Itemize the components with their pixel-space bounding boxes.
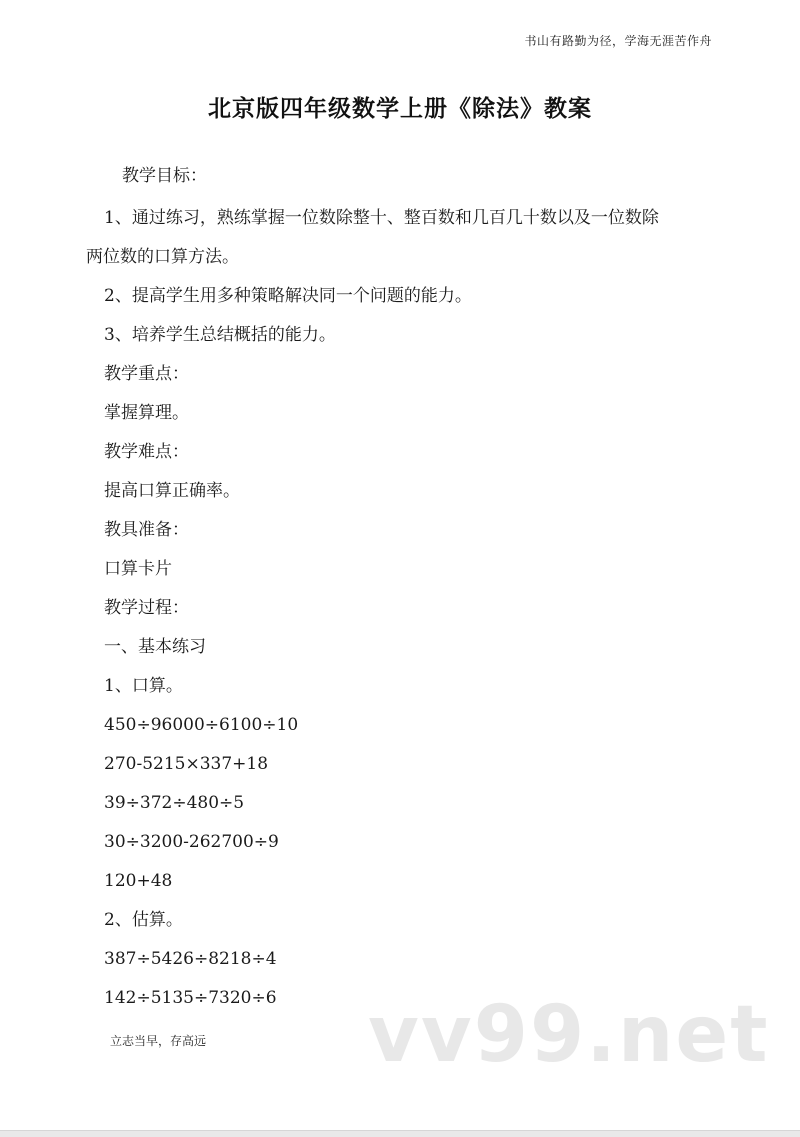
text-line-materials-heading: 教具准备： — [104, 520, 189, 540]
text-line-oral-calc-2: 270-5215×337+18 — [104, 754, 269, 774]
text-line-teaching-objectives: 教学目标： — [122, 166, 207, 186]
text-line-estimate-1: 387÷5426÷8218÷4 — [104, 949, 277, 969]
text-line-oral-calc-4: 30÷3200-262700÷9 — [104, 832, 279, 852]
footer-quote: 立志当早，存高远 — [110, 1034, 207, 1048]
header-quote: 书山有路勤为径，学海无涯苦作舟 — [524, 34, 712, 48]
text-line-oral-calc-heading: 1、口算。 — [104, 676, 183, 696]
page-bottom-edge — [0, 1130, 800, 1137]
text-line-oral-calc-5: 120+48 — [104, 871, 173, 891]
watermark: vv99.net — [368, 990, 770, 1080]
text-line-oral-calc-1: 450÷96000÷6100÷10 — [104, 715, 299, 735]
text-line-difficulties-heading: 教学难点： — [104, 442, 189, 462]
text-line-objective-1: 1、通过练习，熟练掌握一位数除整十、整百数和几百几十数以及一位数除 — [104, 208, 659, 228]
text-line-estimate-heading: 2、估算。 — [104, 910, 183, 930]
text-line-estimate-2: 142÷5135÷7320÷6 — [104, 988, 277, 1008]
text-line-section-1: 一、基本练习 — [104, 637, 206, 657]
text-line-key-points-heading: 教学重点： — [104, 364, 189, 384]
text-line-process-heading: 教学过程： — [104, 598, 189, 618]
text-line-objective-3: 3、培养学生总结概括的能力。 — [104, 325, 336, 345]
document-title: 北京版四年级数学上册《除法》教案 — [208, 96, 592, 122]
text-line-key-points: 掌握算理。 — [104, 403, 189, 423]
text-line-objective-2: 2、提高学生用多种策略解决同一个问题的能力。 — [104, 286, 472, 306]
text-line-objective-1-cont: 两位数的口算方法。 — [86, 247, 239, 267]
text-line-difficulties: 提高口算正确率。 — [104, 481, 240, 501]
text-line-oral-calc-3: 39÷372÷480÷5 — [104, 793, 245, 813]
text-line-materials: 口算卡片 — [104, 559, 172, 579]
